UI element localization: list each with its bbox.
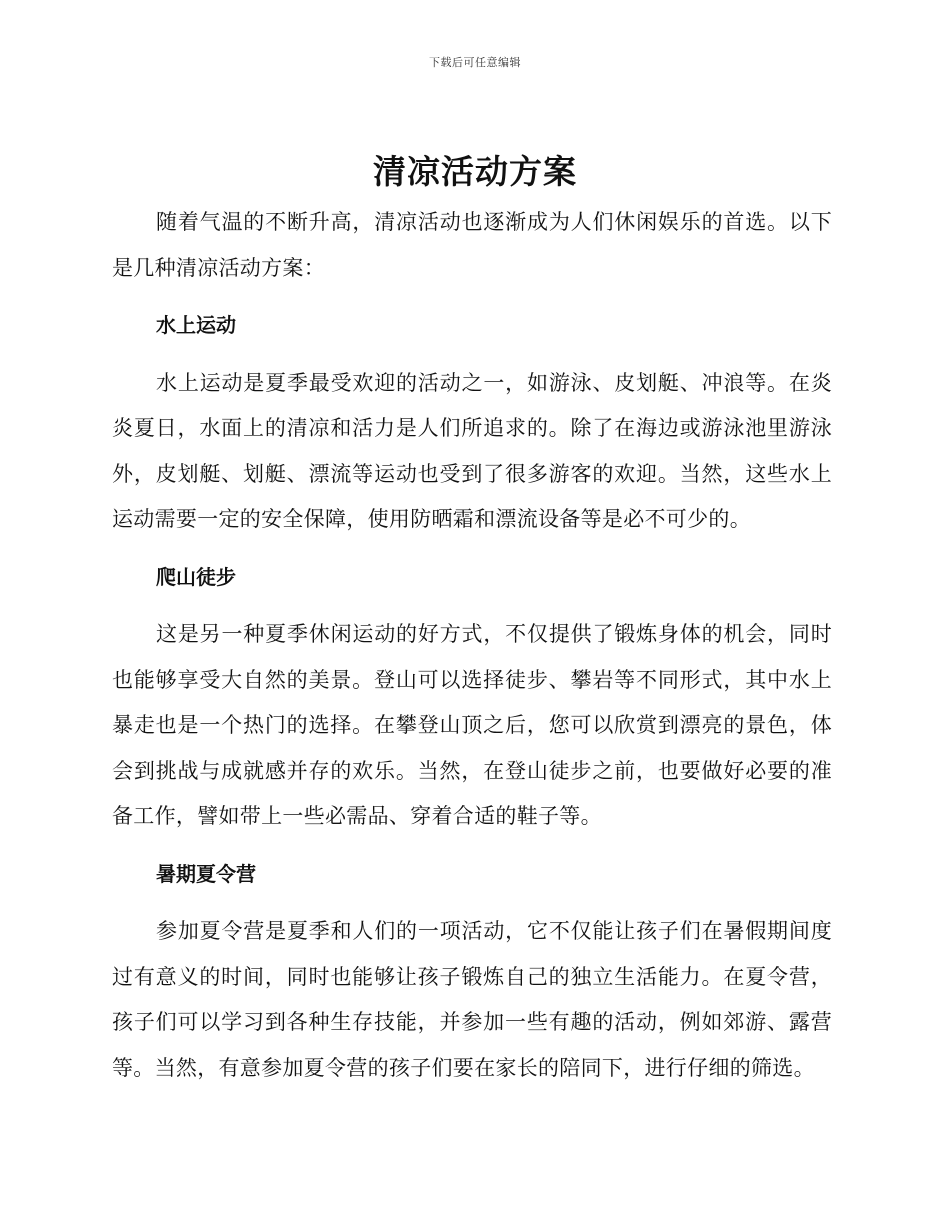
section-heading: 爬山徒步 xyxy=(156,564,236,589)
section-water-sports xyxy=(112,303,832,543)
document-body xyxy=(112,200,832,1091)
section-paragraph: 水上运动是夏季最受欢迎的活动之一，如游泳、皮划艇、冲浪等。在炎炎夏日，水面上的清凉和活力是人们所追求的。除了在海边或游泳池里游泳外，皮划艇、划艇、漂流等运动也受到了很多游客的欢迎。当然，这些水上运动需要一定的安全保障，使用防晒霜和漂流设备等是必不可少的。 xyxy=(112,370,832,531)
section-summer-camp xyxy=(112,852,832,1092)
section-heading: 暑期夏令营 xyxy=(156,861,256,886)
section-heading: 水上运动 xyxy=(156,313,236,337)
intro-paragraph: 随着气温的不断升高，清凉活动也逐渐成为人们休闲娱乐的首选。以下是几种清凉活动方案： xyxy=(112,210,832,280)
section-paragraph: 这是另一种夏季休闲运动的好方式，不仅提供了锻炼身体的机会，同时也能够享受大自然的美景。登山可以选择徒步、攀岩等不同形式，其中水上暴走也是一个热门的选择。在攀登山顶之后，您可以欣赏到漂亮的景色，体会到挑战与成就感并存的欢乐。当然，在登山徒步之前，也要做好必要的准备工作，譬如带上一些必需品、穿着合适的鞋子等。 xyxy=(112,622,832,828)
document-title: 清凉活动方案 xyxy=(373,152,577,191)
section-paragraph: 参加夏令营是夏季和人们的一项活动，它不仅能让孩子们在暑假期间度过有意义的时间，同时也能够让孩子锻炼自己的独立生活能力。在夏令营，孩子们可以学习到各种生存技能，并参加一些有趣的活动，例如郊游、露营等。当然，有意参加夏令营的孩子们要在家长的陪同下，进行仔细的筛选。 xyxy=(112,919,832,1080)
section-hiking xyxy=(112,555,832,840)
header-note: 下载后可任意编辑 xyxy=(429,56,521,69)
